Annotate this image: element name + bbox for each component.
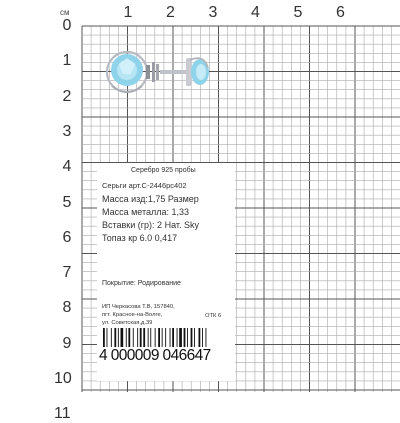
tag-metal-mass: Масса металла: 1,33 [102, 207, 190, 217]
tag-article: Серьги арт.С-2446рс402 [102, 181, 187, 190]
ruler-x-number: 3 [208, 4, 218, 21]
ruler-y-number: 3 [62, 122, 72, 140]
tag-otk: ОТК 6 [205, 313, 222, 319]
price-tag [97, 163, 235, 381]
ruler-x-number: 6 [336, 4, 345, 21]
right-earring [160, 58, 209, 86]
barcode-image [101, 328, 231, 347]
ruler-y-number: 1 [62, 52, 72, 70]
ruler-y-number: 9 [62, 334, 72, 352]
ruler-unit-label: см [60, 8, 70, 17]
ruler-y-number: 8 [62, 299, 72, 317]
earrings-photo [100, 40, 240, 130]
ruler-y-number: 2 [62, 87, 72, 105]
left-earring [107, 52, 159, 92]
ruler-x-number: 5 [293, 4, 303, 21]
ruler-y-number: 6 [62, 228, 72, 246]
tag-inserts: Вставки (гр): 2 Нат. Sky [102, 220, 200, 230]
tag-coating: Покрытие: Родирование [102, 280, 181, 287]
barcode-number: 4 000009 046647 [99, 347, 211, 364]
tag-maker-line2: пгт. Красное-на-Волге, [102, 312, 163, 318]
ruler-y-number: 10 [54, 370, 72, 387]
ruler-x-number: 1 [123, 4, 133, 21]
tag-maker-line1: ИП Черкасова Т.В, 157840, [102, 304, 175, 310]
ruler-y-number: 4 [62, 158, 72, 176]
ruler-x-number: 4 [251, 4, 260, 21]
ruler-y-number: 0 [62, 17, 72, 34]
tag-maker-line3: ул. Советская,д.39 [102, 320, 153, 326]
ruler-y-number: 5 [62, 193, 72, 211]
ruler-x-number: 2 [166, 4, 175, 21]
tag-mass: Масса изд:1,75 Размер [102, 194, 199, 204]
tag-metal-title: Серебро 925 пробы [131, 167, 196, 174]
ruler-y-number: 7 [62, 264, 72, 282]
ruler-y-number: 11 [54, 405, 71, 423]
tag-topaz: Топаз кр 6.0 0,417 [102, 233, 178, 243]
